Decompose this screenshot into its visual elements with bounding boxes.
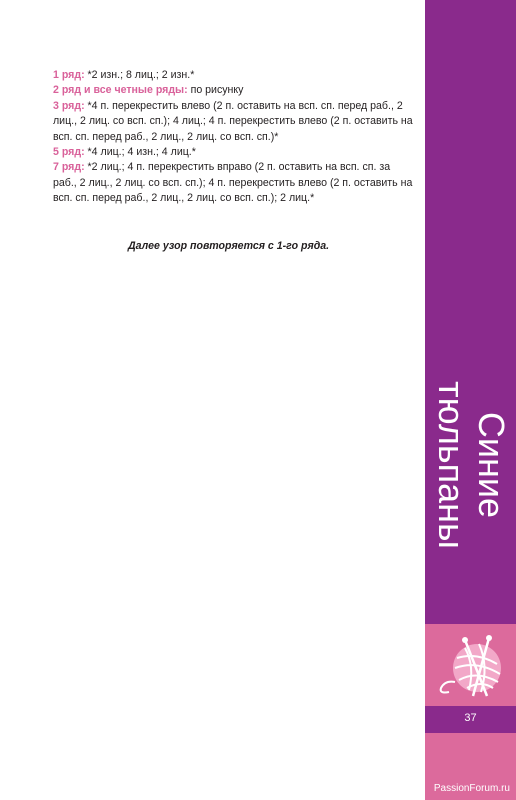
row-label: 3 ряд: (53, 99, 85, 112)
row-instruction (53, 160, 413, 206)
chapter-title-line1: Синие (471, 411, 512, 519)
chapter-title-line2: тюльпаны (431, 381, 472, 549)
row-instruction (53, 145, 413, 160)
row-label: 5 ряд: (53, 146, 85, 159)
row-label: 1 ряд: (53, 69, 85, 81)
row-instruction (53, 99, 413, 145)
row-text: *2 лиц.; 4 п. перекрестить вправо (2 п. оставить на всп. сп. за раб., 2 лиц., 2 лиц. со всп. сп.); 4 п. перекрестить влево (2 п. оставить на всп. сп. перед раб., 2 лиц., 2 лиц. со всп. сп.); 2 лиц.* (53, 161, 413, 205)
row-label: 7 ряд: (53, 161, 85, 174)
yarn-icon-box (425, 624, 516, 706)
page-number: 37 (464, 712, 477, 724)
row-instruction (53, 68, 413, 83)
row-text: *2 изн.; 8 лиц.; 2 изн.* (84, 69, 195, 81)
row-text: по рисунку (187, 84, 244, 97)
page-number-bar (425, 706, 516, 733)
pattern-repeat-note: Далее узор повторяется с 1-го ряда. (128, 240, 330, 252)
row-label: 2 ряд и все четные ряды: (53, 84, 188, 97)
site-watermark: PassionForum.ru (433, 783, 510, 794)
pattern-instructions (53, 68, 413, 207)
row-text: *4 п. перекрестить влево (2 п. оставить на всп. сп. перед раб., 2 лиц., 2 лиц. со всп. сп.); 4 лиц.; 4 п. перекрестить влево (2 п. оставить на всп. сп. перед раб., 2 лиц., 2 лиц. со всп. сп.)* (53, 99, 413, 143)
row-instruction (53, 83, 413, 98)
row-text: *4 лиц.; 4 изн.; 4 лиц.* (84, 146, 196, 159)
bottom-accent-box (425, 733, 516, 800)
yarn-ball-icon (435, 630, 507, 702)
chapter-title (431, 381, 511, 549)
